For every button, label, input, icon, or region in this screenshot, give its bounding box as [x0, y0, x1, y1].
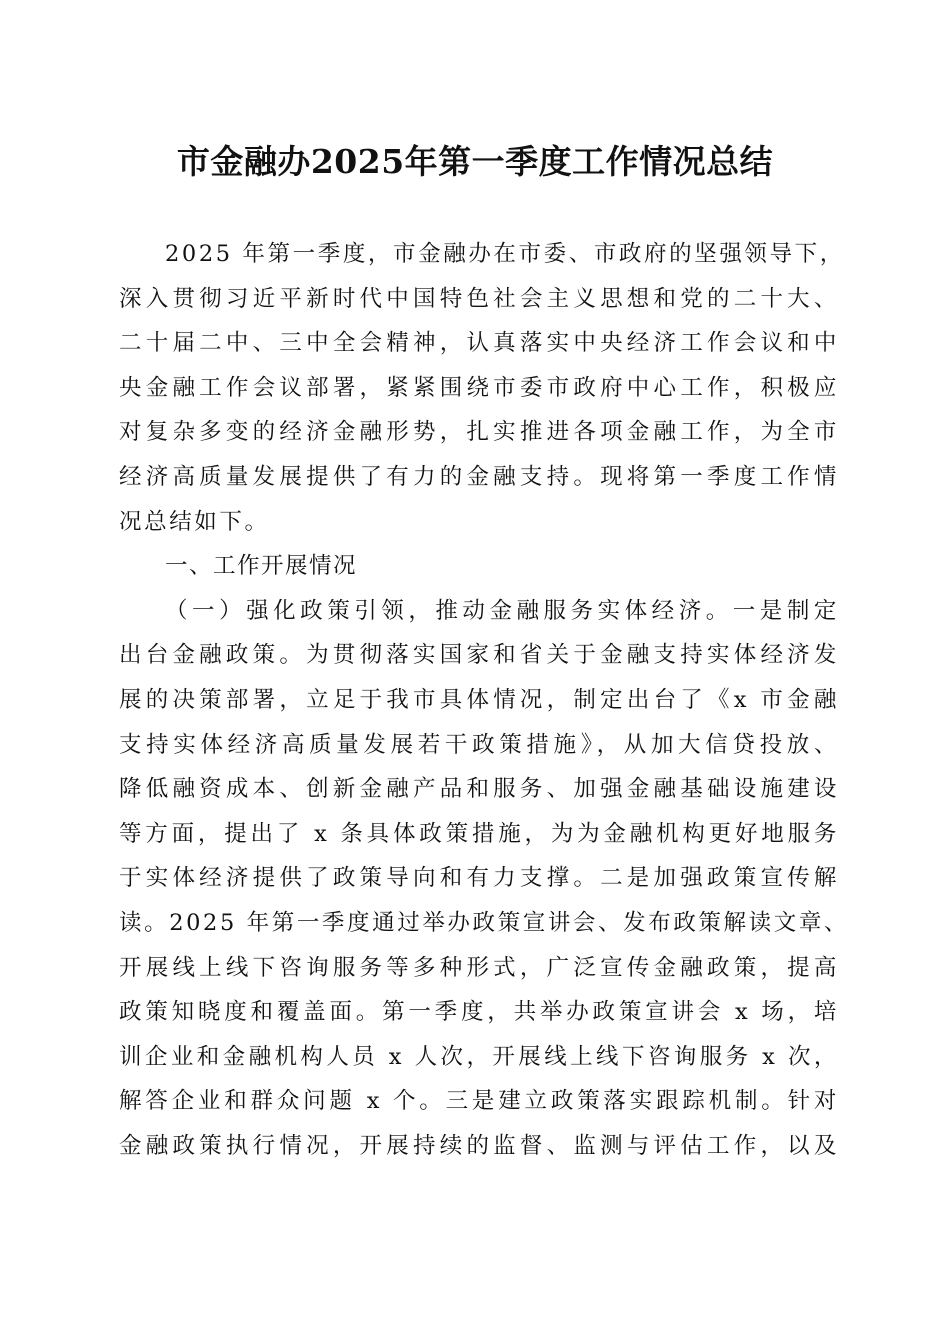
paragraph-line: 降低融资成本、创新金融产品和服务、加强金融基础设施建设	[119, 776, 839, 803]
paragraph-line: 于实体经济提供了政策导向和有力支撑。二是加强政策宣传解	[119, 865, 839, 892]
paragraph-line: 出台金融政策。为贯彻落实国家和省关于金融支持实体经济发	[119, 642, 839, 669]
paragraph-line: 解答企业和群众问题 x 个。三是建立政策落实跟踪机制。针对	[119, 1088, 839, 1115]
paragraph-line: 等方面，提出了 x 条具体政策措施，为为金融机构更好地服务	[119, 820, 839, 847]
paragraph-line: 金融政策执行情况，开展持续的监督、监测与评估工作，以及	[119, 1132, 839, 1159]
paragraph-line: 2025 年第一季度，市金融办在市委、市政府的坚强领导下，	[165, 241, 845, 267]
paragraph-line: 展的决策部署，立足于我市具体情况，制定出台了《x 市金融	[119, 686, 839, 713]
paragraph-line: 支持实体经济高质量发展若干政策措施》，从加大信贷投放、	[119, 731, 839, 758]
paragraph-line: 况总结如下。	[119, 508, 270, 535]
paragraph-line: 政策知晓度和覆盖面。第一季度，共举办政策宣讲会 x 场，培	[119, 999, 839, 1026]
paragraph-line: （一）强化政策引领，推动金融服务实体经济。一是制定	[165, 597, 839, 624]
paragraph-line: 深入贯彻习近平新时代中国特色社会主义思想和党的二十大、	[119, 285, 839, 312]
paragraph-line: 经济高质量发展提供了有力的金融支持。现将第一季度工作情	[119, 463, 839, 490]
document-body	[119, 232, 850, 1168]
paragraph-line: 读。2025 年第一季度通过举办政策宣讲会、发布政策解读文章、	[119, 909, 850, 936]
paragraph-line: 对复杂多变的经济金融形势，扎实推进各项金融工作，为全市	[119, 419, 839, 446]
document-title: 市金融办2025年第一季度工作情况总结	[176, 142, 774, 181]
section-heading: 一、工作开展情况	[165, 553, 358, 580]
paragraph-line: 训企业和金融机构人员 x 人次，开展线上线下咨询服务 x 次，	[119, 1043, 839, 1070]
paragraph-line: 央金融工作会议部署，紧紧围绕市委市政府中心工作，积极应	[119, 374, 839, 401]
paragraph-line: 二十届二中、三中全会精神，认真落实中央经济工作会议和中	[119, 330, 839, 357]
paragraph-line: 开展线上线下咨询服务等多种形式，广泛宣传金融政策，提高	[119, 954, 839, 981]
